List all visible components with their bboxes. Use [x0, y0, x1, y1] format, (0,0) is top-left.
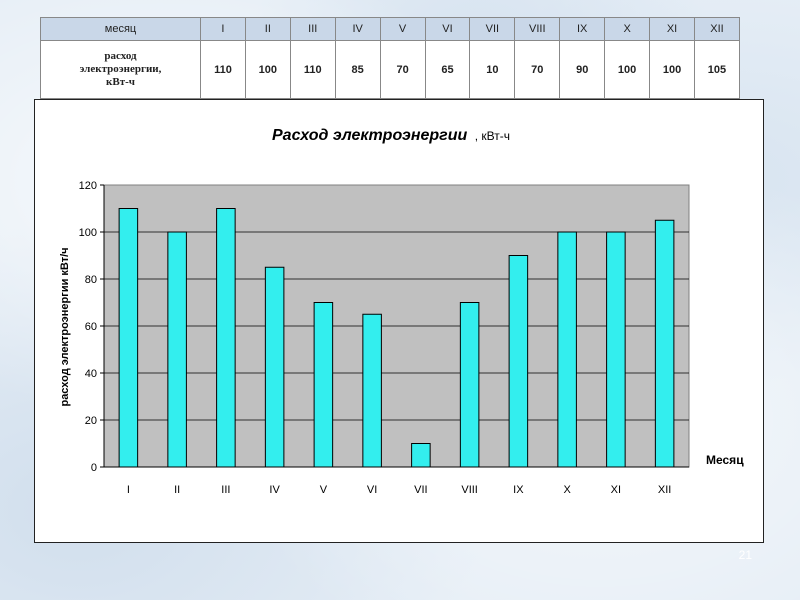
bar [119, 209, 138, 468]
y-tick-label: 40 [84, 368, 97, 380]
table-value-cell: 100 [245, 41, 290, 99]
table-month-header: VIII [515, 18, 560, 41]
bar [168, 232, 187, 467]
chart-panel [34, 99, 764, 543]
y-axis-label: расход электроэнергии кВт/ч [59, 247, 71, 407]
x-tick-label: V [319, 484, 328, 496]
bar [655, 220, 674, 467]
table-month-header: VI [425, 18, 470, 41]
table-month-header: II [245, 18, 290, 41]
table-value-cell: 105 [694, 41, 739, 99]
table-value-cell: 90 [560, 41, 605, 99]
table-value-cell: 100 [605, 41, 650, 99]
table-month-header: IV [335, 18, 380, 41]
bar [314, 303, 333, 468]
bar [412, 444, 431, 468]
table-value-cell: 70 [515, 41, 560, 99]
table-row-label: расход электроэнергии, кВт-ч [41, 41, 201, 99]
bar [509, 256, 528, 468]
bar-chart [35, 100, 765, 544]
table-month-header: XII [694, 18, 739, 41]
slide-number: 21 [738, 548, 752, 562]
chart-title-suffix: , кВт-ч [474, 129, 510, 143]
x-tick-label: X [563, 484, 571, 496]
x-axis-label: Месяц [706, 453, 744, 467]
bar [217, 209, 236, 468]
data-table [40, 17, 740, 99]
table-header-row [41, 18, 740, 41]
y-tick-label: 20 [84, 415, 97, 427]
table-value-cell: 65 [425, 41, 470, 99]
x-tick-label: XI [610, 484, 622, 496]
x-tick-label: XII [657, 484, 672, 496]
table-value-cell: 110 [290, 41, 335, 99]
table-value-cell: 70 [380, 41, 425, 99]
y-tick-label: 0 [90, 462, 97, 474]
x-tick-label: VIII [461, 484, 478, 496]
bar [460, 303, 479, 468]
bar [265, 267, 284, 467]
x-tick-label: VI [366, 484, 378, 496]
table-month-header: III [290, 18, 335, 41]
y-tick-label: 100 [78, 227, 97, 239]
x-tick-label: VII [414, 484, 428, 496]
table-month-header: XI [650, 18, 695, 41]
x-tick-label: IX [513, 484, 524, 496]
x-tick-label: III [221, 484, 231, 496]
table-month-header: VII [470, 18, 515, 41]
chart-title [272, 127, 510, 144]
bar [363, 314, 382, 467]
chart-title-main: Расход электроэнергии [272, 127, 468, 144]
table-month-header: X [605, 18, 650, 41]
y-tick-label: 80 [84, 274, 97, 286]
table-month-header: IX [560, 18, 605, 41]
bar [558, 232, 577, 467]
table-month-header: V [380, 18, 425, 41]
x-tick-label: I [126, 484, 130, 496]
table-value-cell: 10 [470, 41, 515, 99]
x-tick-label: II [174, 484, 181, 496]
y-tick-label: 120 [78, 180, 97, 192]
table-value-cell: 100 [650, 41, 695, 99]
table-month-header: I [201, 18, 246, 41]
bar [607, 232, 626, 467]
table-header-label: месяц [41, 18, 201, 41]
y-tick-label: 60 [84, 321, 97, 333]
x-tick-label: IV [269, 484, 280, 496]
table-value-row [41, 41, 740, 99]
table-value-cell: 85 [335, 41, 380, 99]
table-value-cell: 110 [201, 41, 246, 99]
